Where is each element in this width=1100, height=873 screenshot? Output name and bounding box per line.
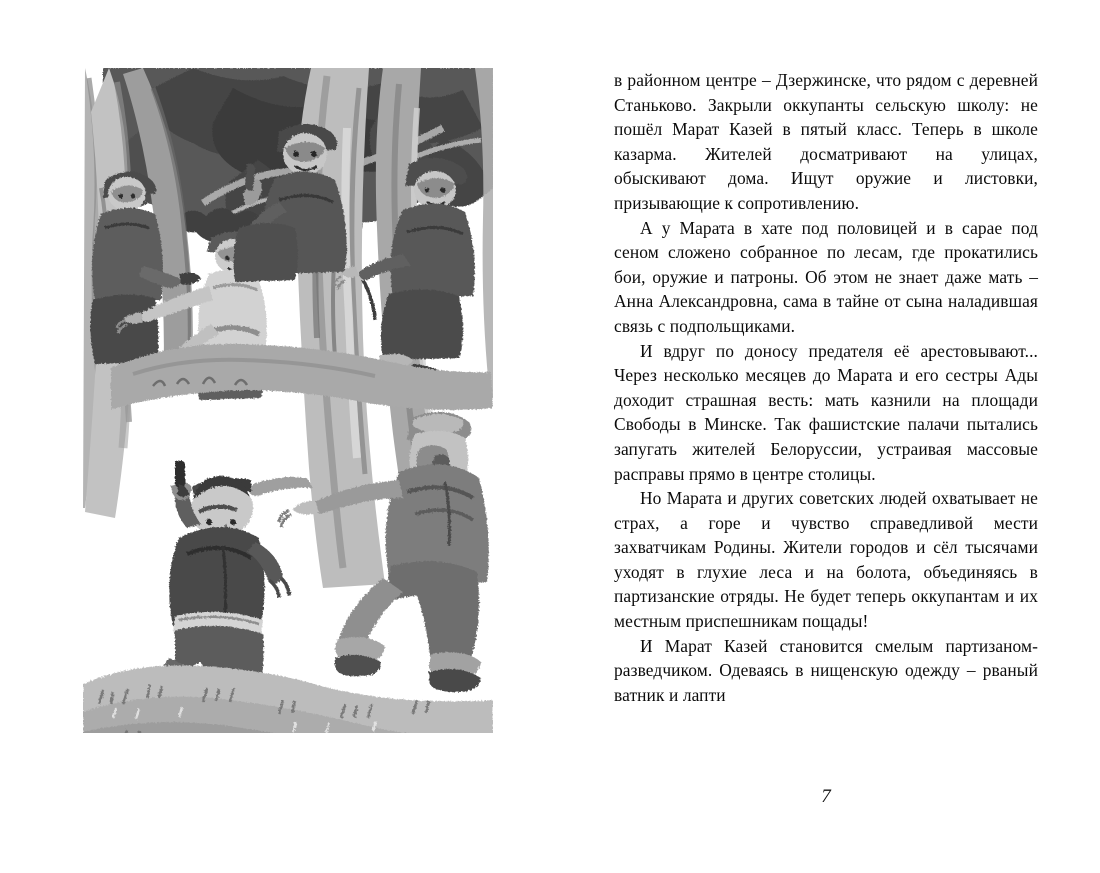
page-number: 7	[821, 786, 831, 807]
illustration-artwork	[83, 68, 493, 733]
paragraph-2: А у Марата в хате под половицей и в сарае под сеном сложено собранное по лесам, где прокатились бои, оружие и патроны. Об этом не знает даже мать – Анна Александровна, сама в тайне от сына наладившая связь с подпольщиками.	[614, 217, 1038, 336]
text-column	[614, 68, 1038, 707]
paragraph-1: в районном центре – Дзержинске, что рядом с деревней Станьково. Закрыли оккупанты сельскую школу: не пошёл Марат Казей в пятый класс. Теперь в школе казарма. Жителей досматривают на улицах, обыскивают дома. Ищут оружие и листовки, призывающие к сопротивлению.	[614, 70, 1038, 213]
paragraph-3: И вдруг по доносу предателя её арестовывают... Через несколько месяцев до Марата и его сестры Ады доходит страшная весть: мать казнили на площади Свободы в Минске. Так фашистские палачи пытались запугать жителей Белоруссии, устраивая массовые расправы прямо в центре столицы.	[614, 340, 1038, 484]
chapter-illustration	[83, 68, 493, 733]
paragraph-5: И Марат Казей становится смелым партизаном-разведчиком. Одеваясь в нищенскую одежду – рваный ватник и лапти	[614, 635, 1038, 705]
paragraph-4: Но Марата и других советских людей охватывает не страх, а горе и чувство справедливой мести захватчикам Родины. Жители городов и сёл тысячами уходят в глухие леса и на болота, объединяясь в партизанские отряды. Не будет теперь оккупантам и их местным приспешникам пощады!	[614, 488, 1038, 632]
